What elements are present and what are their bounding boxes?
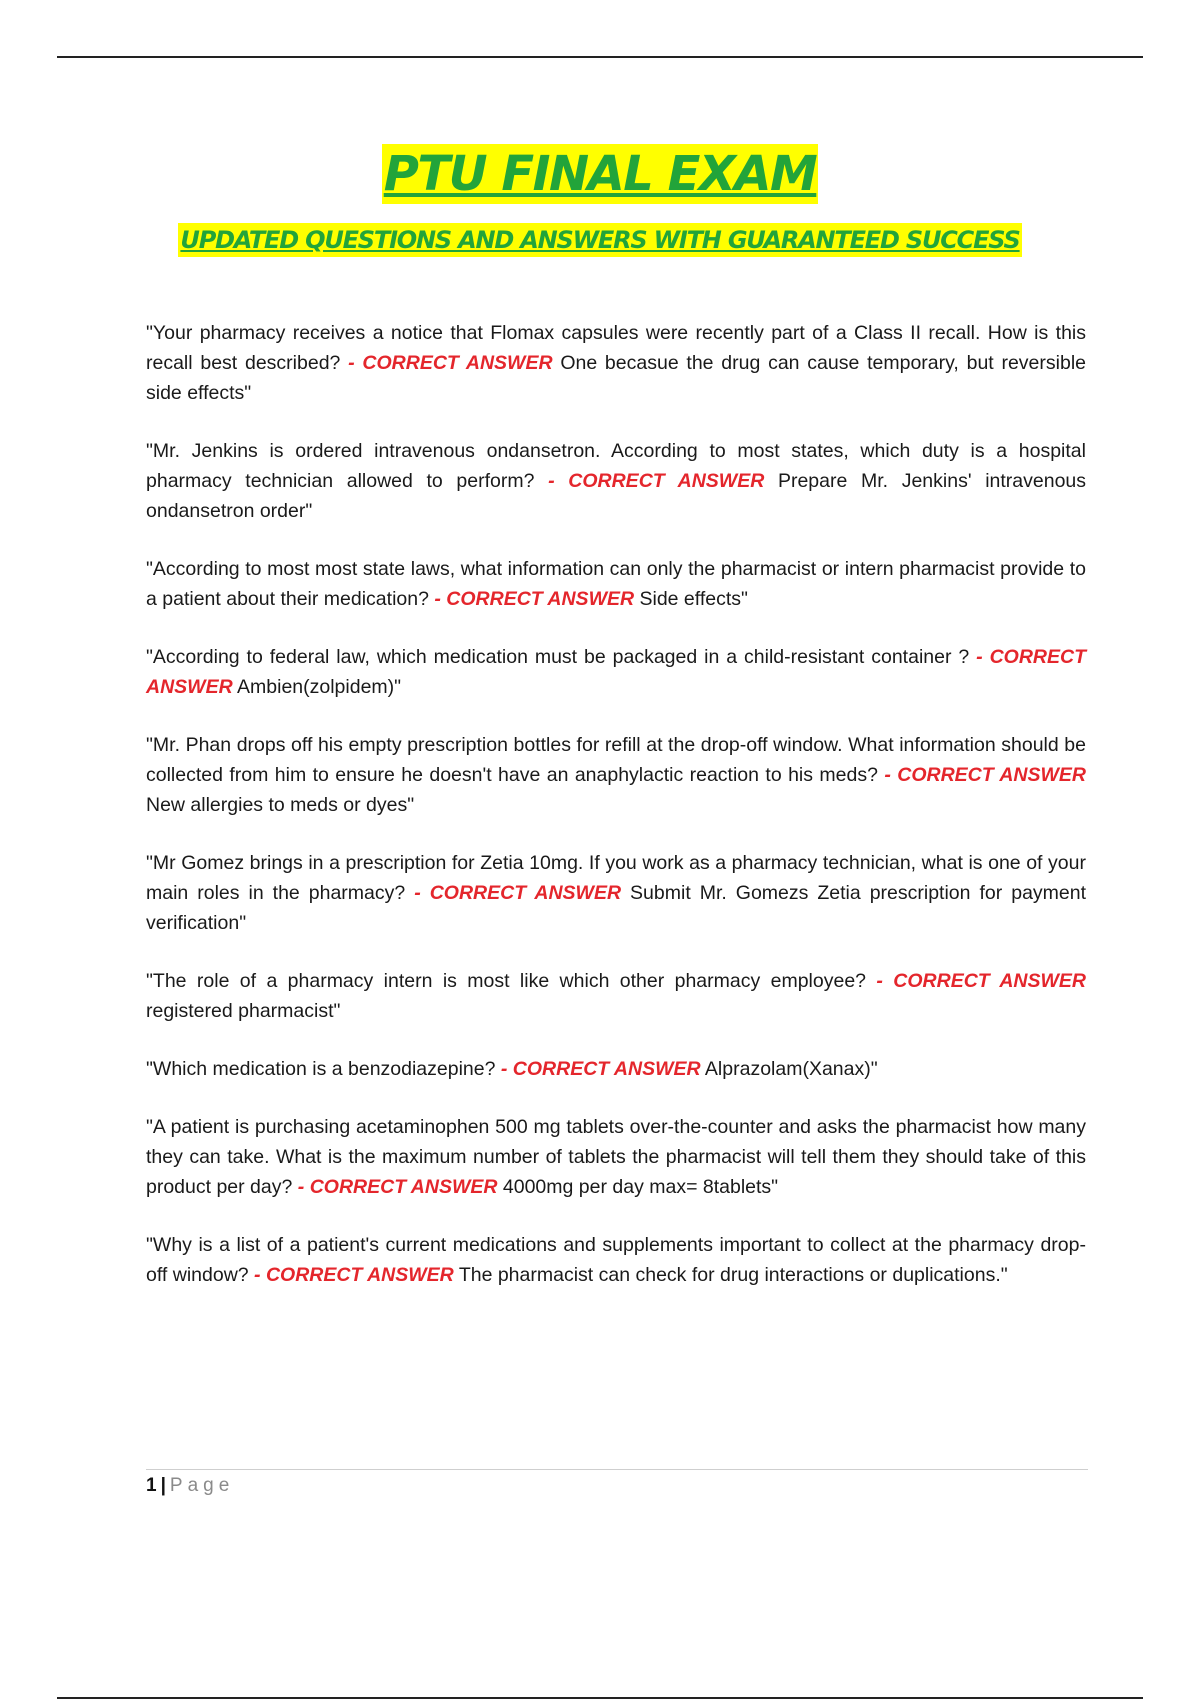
correct-answer-tag: - CORRECT ANSWER [254, 1264, 454, 1286]
correct-answer-tag: - CORRECT ANSWER [434, 588, 635, 610]
correct-answer-tag: - CORRECT ANSWER [548, 470, 765, 492]
qa-item [146, 318, 1086, 408]
answer-text: New allergies to meds or dyes" [146, 794, 415, 816]
answer-text: Ambien(zolpidem)" [237, 676, 402, 698]
question-text: "Mr. Phan drops off his empty prescription bottles for refill at the drop-off window. What information should be collected from him to ensure he doesn't have an anaphylactic reaction to his meds? [146, 734, 1086, 786]
qa-item [146, 554, 1086, 614]
qa-item [146, 848, 1086, 938]
question-text: "The role of a pharmacy intern is most like which other pharmacy employee? [146, 970, 867, 992]
qa-list [146, 318, 1086, 1318]
header-rule [57, 56, 1143, 58]
correct-answer-tag: - CORRECT ANSWER [348, 352, 553, 374]
answer-text: Prepare Mr. Jenkins' intravenous ondansetron order" [146, 470, 1087, 522]
answer-text: Alprazolam(Xanax)" [704, 1058, 878, 1080]
page-number: 1 [146, 1475, 157, 1496]
document-subtitle: UPDATED QUESTIONS AND ANSWERS WITH GUARANTEED SUCCESS [178, 223, 1021, 257]
qa-item [146, 1230, 1086, 1290]
answer-text: One becasue the drug can cause temporary, but reversible side effects" [146, 352, 1087, 404]
question-text: "Mr. Jenkins is ordered intravenous ondansetron. According to most states, which duty is a hospital pharmacy technician allowed to perform? [146, 440, 1086, 492]
question-text: "Why is a list of a patient's current medications and supplements important to collect at the pharmacy drop-off window? [146, 1234, 1086, 1286]
footer-rule [146, 1469, 1088, 1470]
qa-item [146, 642, 1086, 702]
correct-answer-tag: - CORRECT ANSWER [500, 1058, 701, 1080]
question-text: "According to most most state laws, what information can only the pharmacist or intern pharmacist provide to a patient about their medication? [146, 558, 1086, 610]
answer-text: Submit Mr. Gomezs Zetia prescription for payment verification" [146, 882, 1087, 934]
question-text: "A patient is purchasing acetaminophen 500 mg tablets over-the-counter and asks the pharmacist how many they can take. What is the maximum number of tablets the pharmacist will tell them they should take of this product per day? [146, 1116, 1086, 1198]
answer-text: 4000mg per day max= 8tablets" [502, 1176, 779, 1198]
qa-item [146, 436, 1086, 526]
bottom-rule [57, 1697, 1143, 1699]
question-text: "Your pharmacy receives a notice that Flomax capsules were recently part of a Class II recall. How is this recall best described? [146, 322, 1086, 374]
correct-answer-tag: - CORRECT ANSWER [414, 882, 622, 904]
title-block [0, 144, 1200, 204]
qa-item [146, 730, 1086, 820]
page-label: Page [169, 1475, 235, 1496]
correct-answer-tag: - CORRECT ANSWER [146, 646, 1087, 698]
question-text: "Mr Gomez brings in a prescription for Zetia 10mg. If you work as a pharmacy technician, what is one of your main roles in the pharmacy? [146, 852, 1086, 904]
answer-text: Side effects" [639, 588, 748, 610]
answer-text: registered pharmacist" [146, 1000, 341, 1022]
page-footer [146, 1474, 234, 1498]
correct-answer-tag: - CORRECT ANSWER [297, 1176, 498, 1198]
qa-item [146, 1112, 1086, 1202]
document-title: PTU FINAL EXAM [383, 146, 817, 202]
answer-text: The pharmacist can check for drug interactions or duplications." [458, 1264, 1008, 1286]
qa-item [146, 1054, 1086, 1084]
question-text: "According to federal law, which medication must be packaged in a child-resistant container ? [146, 646, 970, 668]
footer-separator: | [160, 1475, 166, 1496]
correct-answer-tag: - CORRECT ANSWER [884, 764, 1086, 786]
qa-item [146, 966, 1086, 1026]
question-text: "Which medication is a benzodiazepine? [146, 1058, 496, 1080]
correct-answer-tag: - CORRECT ANSWER [876, 970, 1087, 992]
subtitle-block [0, 223, 1200, 257]
